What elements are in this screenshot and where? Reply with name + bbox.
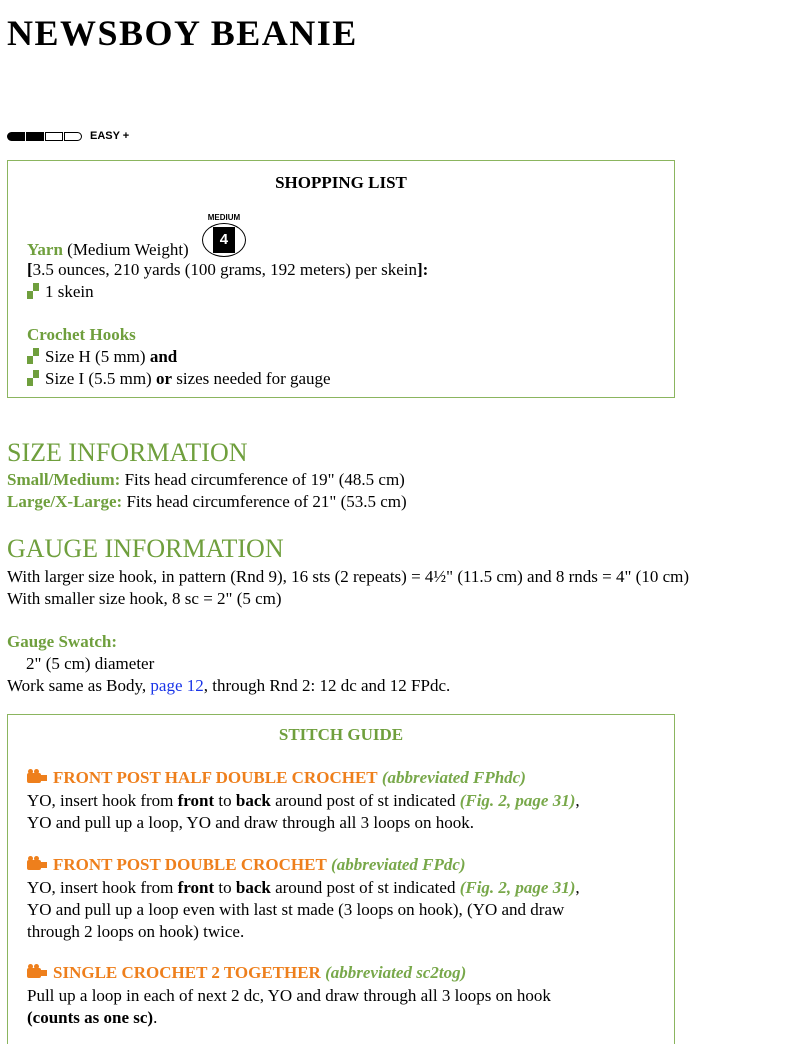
fphdc-comma: , <box>575 791 580 810</box>
fphdc-text: around post of st indicated <box>275 791 456 810</box>
size-text: Fits head circumference of 21" (53.5 cm) <box>126 492 407 511</box>
sc2tog-abbr: (abbreviated sc2tog) <box>325 963 467 982</box>
stitch-guide-title: STITCH GUIDE <box>278 725 404 744</box>
yarn-icon-number: 4 <box>213 227 235 253</box>
size-line <box>7 492 407 512</box>
size-text: Fits head circumference of 19" (48.5 cm) <box>124 470 405 489</box>
shopping-list-box <box>7 160 675 398</box>
yarn-label: Yarn <box>27 240 63 259</box>
fphdc-name: FRONT POST HALF DOUBLE CROCHET <box>53 768 378 787</box>
yarn-detail: 3.5 ounces, 210 yards (100 grams, 192 meters) per skein <box>32 260 417 279</box>
work-prefix: Work same as Body, <box>7 676 147 695</box>
fphdc-heading <box>27 768 526 788</box>
page-12-link[interactable]: page 12 <box>150 676 204 695</box>
gauge-work-line <box>7 676 450 696</box>
fpdc-front: front <box>177 878 215 897</box>
yarn-detail-close: ]: <box>416 260 429 279</box>
skill-level-indicator <box>7 130 129 142</box>
fphdc-fig-ref[interactable]: (Fig. 2, page 31) <box>459 791 576 810</box>
hook-1: Size H (5 mm) <box>45 347 146 366</box>
size-info-heading: SIZE INFORMATION <box>7 438 248 467</box>
hook-line-1 <box>27 347 177 367</box>
stitch-guide-box <box>7 714 675 1044</box>
sc2tog-line-1: Pull up a loop in each of next 2 dc, YO and draw through all 3 loops on hook <box>27 986 551 1005</box>
page-title: NEWSBOY BEANIE <box>7 13 358 53</box>
fpdc-fig-ref[interactable]: (Fig. 2, page 31) <box>459 878 576 897</box>
fpdc-line-3: through 2 loops on hook) twice. <box>27 922 245 941</box>
fphdc-front: front <box>177 791 215 810</box>
hook-line-2 <box>27 369 331 389</box>
fpdc-line-2: YO and pull up a loop even with last st made (3 loops on hook), (YO and draw <box>27 900 565 919</box>
fphdc-line-2: YO and pull up a loop, YO and draw through all 3 loops on hook. <box>27 813 474 832</box>
skill-segment <box>64 132 82 141</box>
skill-segment <box>26 132 44 141</box>
fpdc-to: to <box>218 878 232 897</box>
fpdc-abbr: (abbreviated FPdc) <box>331 855 466 874</box>
skill-segment <box>45 132 63 141</box>
shopping-list-title: SHOPPING LIST <box>275 173 407 192</box>
fpdc-line-1 <box>27 878 580 898</box>
fphdc-text: YO, insert hook from <box>27 791 174 810</box>
yarn-weight-icon <box>197 213 251 259</box>
fpdc-back: back <box>235 878 271 897</box>
video-camera-icon[interactable] <box>27 769 49 785</box>
hook-2-suffix: sizes needed for gauge <box>176 369 331 388</box>
fpdc-text: YO, insert hook from <box>27 878 174 897</box>
fphdc-to: to <box>218 791 232 810</box>
sc2tog-counts: (counts as one sc) <box>27 1008 154 1027</box>
yarn-weight: (Medium Weight) <box>67 240 189 259</box>
fpdc-text: around post of st indicated <box>275 878 456 897</box>
fpdc-comma: , <box>575 878 580 897</box>
gauge-line-2: With smaller size hook, 8 sc = 2" (5 cm) <box>7 589 282 608</box>
yarn-icon-label: MEDIUM <box>207 213 241 222</box>
sc2tog-heading <box>27 963 466 983</box>
yarn-qty-line <box>27 282 94 302</box>
yarn-line <box>27 213 251 260</box>
video-camera-icon[interactable] <box>27 964 49 980</box>
hook-2: Size I (5.5 mm) <box>45 369 152 388</box>
size-line <box>7 470 405 490</box>
skill-segment <box>7 132 25 141</box>
fpdc-heading <box>27 855 466 875</box>
gauge-line-1: With larger size hook, in pattern (Rnd 9), 16 sts (2 repeats) = 4½" (11.5 cm) and 8 rnds = 4" (10 cm) <box>7 567 689 586</box>
hook-2-conj: or <box>155 369 172 388</box>
checkbox-bullet-icon <box>27 348 41 364</box>
size-label: Large/X-Large: <box>7 492 123 511</box>
size-label: Small/Medium: <box>7 470 121 489</box>
video-camera-icon[interactable] <box>27 856 49 872</box>
checkbox-bullet-icon <box>27 283 41 299</box>
work-suffix: , through Rnd 2: 12 dc and 12 FPdc. <box>203 676 451 695</box>
sc2tog-name: SINGLE CROCHET 2 TOGETHER <box>53 963 321 982</box>
checkbox-bullet-icon <box>27 370 41 386</box>
gauge-swatch-size: 2" (5 cm) diameter <box>26 654 155 673</box>
fphdc-back: back <box>235 791 271 810</box>
sc2tog-line-2 <box>27 1008 157 1028</box>
gauge-swatch-label: Gauge Swatch: <box>7 632 118 651</box>
hook-1-conj: and <box>149 347 178 366</box>
sc2tog-period: . <box>153 1008 158 1027</box>
fphdc-abbr: (abbreviated FPhdc) <box>381 768 526 787</box>
fpdc-name: FRONT POST DOUBLE CROCHET <box>53 855 327 874</box>
yarn-qty: 1 skein <box>45 282 94 301</box>
fphdc-line-1 <box>27 791 580 811</box>
skill-level-label: EASY + <box>90 130 130 142</box>
gauge-info-heading: GAUGE INFORMATION <box>7 534 284 563</box>
yarn-detail-open: [ <box>27 260 33 279</box>
skill-level-bar <box>7 132 83 141</box>
yarn-detail-line <box>27 260 428 280</box>
hooks-label: Crochet Hooks <box>27 325 136 344</box>
